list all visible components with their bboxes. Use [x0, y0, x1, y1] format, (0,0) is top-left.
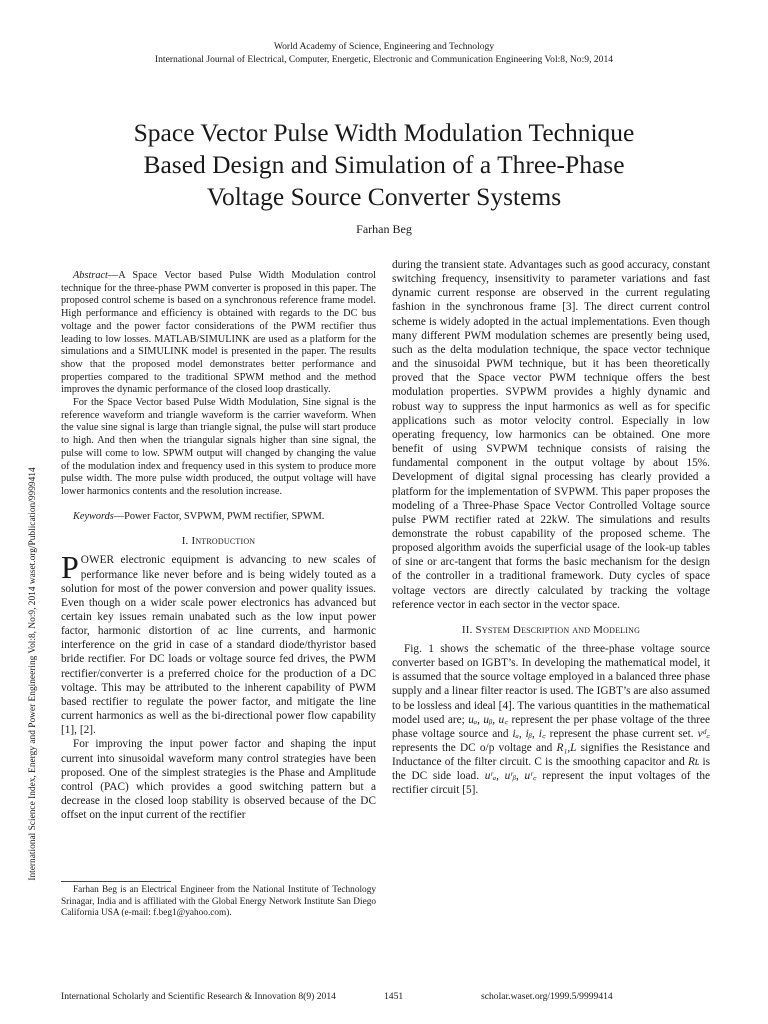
paper-title: [60, 117, 708, 213]
sd-text-4: represents the DC o/p voltage and: [392, 742, 557, 754]
title-line-2: Based Design and Simulation of a Three-Phase: [143, 150, 625, 179]
math-load-resistance: Rʟ: [687, 756, 700, 769]
abstract-label: Abstract: [73, 270, 108, 281]
journal-header: [0, 40, 768, 66]
math-filter-rl: R₁,L: [556, 742, 577, 754]
math-phase-currents: iₐ, iᵦ, i꜀: [512, 727, 546, 740]
math-source-voltages: uₐ, uᵦ, u꜀: [468, 713, 509, 726]
left-column: [61, 270, 376, 822]
abstract-text-1: A Space Vector based Pulse Width Modulation control technique for the three-phase PWM converter is proposed in this paper. The proposed control scheme is based on a synchronous reference frame model. High performance and efficiency is obtained with regards to the DC bus voltage and the power factor considerations of the PWM rectifier thus leading to low losses. MATLAB/SIMULINK are used as a platform for the simulations and a SIMULINK model is presented in the paper. The results show that the proposed model demonstrates better performance and properties compared to the traditional SPWM method and the method improves the dynamic performance of the closed loop drastically.: [61, 270, 376, 396]
side-index-text: International Science Index, Energy and Power Engineering Vol:8, No:9, 2014 waset.org/Publication/9999414: [28, 467, 38, 881]
footer-publisher: International Scholarly and Scientific Research & Innovation 8(9) 2014: [61, 991, 336, 1002]
right-body: [392, 258, 710, 612]
author-footnote: Farhan Beg is an Electrical Engineer from the National Institute of Technology Srinagar, India and is affiliated with the Global Energy Network Institute San Diego California USA (e-mail: f.beg1@yahoo.com).: [61, 885, 376, 918]
math-rectifier-voltages: uʳₐ, uʳᵦ, uʳ꜀: [484, 770, 537, 783]
math-dc-voltage: vᵈ꜀: [697, 727, 710, 740]
right-column: [392, 258, 710, 798]
header-line-1: World Academy of Science, Engineering and Technology: [273, 41, 495, 52]
introduction-body: [61, 549, 376, 822]
abstract-paragraph-2: For the Space Vector based Pulse Width Modulation, Sine signal is the reference waveform and triangle waveform is the carrier waveform. When the value sine signal is large than triangle signal, the pulse will start produce to high. And then when the triangular signals higher than sine signal, the pulse will come to low. SPWM output will changed by changing the value of the modulation index and frequency used in this system to produce more pulse width. The more pulse width produced, the output voltage will have lower harmonics contents and the resolution increase.: [61, 397, 376, 497]
drop-cap: P: [61, 549, 79, 586]
section-heading-system-description: II. System Description and Modeling: [461, 623, 641, 636]
introduction-text-1: electronic equipment is advancing to new scales of performance like never before and is being widely touted as a solution for most of the power conversion and power quality issues. Even though on a wider scale power electronics has advanced but certain key issues remain unabated such as the low input power factor, harmonic distortion of ac line currents, and harmonic interference on the grid in case of a standard diode/thyristor based bride rectifier. For DC loads or voltage source fed drives, the PWM rectifier/converter is a preferred choice for the production of a DC voltage. This may be attributed to the inherent capability of PWM based rectifier to regulate the power factor, and mitigate the line current harmonics as well as the bi-directional power flow capability [1], [2].: [61, 554, 376, 737]
header-line-2: International Journal of Electrical, Computer, Energetic, Electronic and Communication Engineering Vol:8, No:9, 2014: [154, 54, 614, 65]
keywords-text: Power Factor, SVPWM, PWM rectifier, SPWM.: [124, 510, 325, 522]
author-name: Farhan Beg: [356, 222, 412, 236]
system-description-body: [392, 642, 710, 798]
lead-word: OWER: [80, 554, 115, 567]
abstract: [61, 270, 376, 499]
sd-text-6: is the DC side load.: [392, 756, 710, 783]
right-paragraph-1: during the transient state. Advantages such as good accuracy, constant switching frequency, insensitivity to parameter variations and fast dynamic current response are observed in the current regulating fashion in the synchronous frame [3]. The direct current control scheme is widely adopted in the actual implementations. Even though many different PWM modulation schemes are presently being used, such as the delta modulation technique, the space vector technique and the sinusoidal PWM technique, but it has been theoretically proved that the Space vector PWM technique offers the best modulation properties. SVPWM provides a highly dynamic and robust way to suppress the input harmonics as well as for specific applications such as motor velocity control. Especially in low operating frequency, low harmonics can be obtained. One more benefit of using SVPWM technique consists of raising the fundamental component in the output voltage by about 15%. Development of digital signal processing has clearly provided a platform for the implementation of SVPWM. This paper proposes the modeling of a Three-Phase Space Vector Controlled Voltage source pulse PWM rectifier rated at 22kW. The simulations and results demonstrate the robust capability of the proposed scheme. The proposed algorithm avoids the superficial usage of the look-up tables of sine or arc-tangent that forms the basic mechanism for the design of the controller in a traditional framework. Duty cycles of space voltage vectors are directly calculated by tracking the voltage reference vector in each sector in the vector space.: [392, 259, 710, 611]
sd-text-3: represent the phase current set.: [545, 727, 698, 740]
footnote-divider: [61, 881, 171, 882]
sd-text-2: represent the per phase voltage of the three phase voltage source and: [392, 713, 711, 740]
system-description-paragraph: [392, 642, 710, 798]
abstract-dash: —: [107, 270, 119, 281]
sd-text-1: Fig. 1 shows the schematic of the three-phase voltage source converter based on IGBT’s. In developing the mathematical model, it is assumed that the source voltage employed in a balanced three phase supply and a linear filter reactor is used. The IGBT’s are also assumed to be lossless and ideal [4]. The various quantities in the mathematical model used are;: [392, 642, 710, 726]
introduction-paragraph-2: For improving the input power factor and shaping the input current into sinusoidal waveform many control strategies have been proposed. One of the simplest strategies is the Phase and Amplitude control (PAC) which provides a good switching pattern but a decrease in the closed loop stability is observed because of the DC offset on the input current of the rectifier: [61, 738, 376, 822]
footer-url: scholar.waset.org/1999.5/9999414: [481, 991, 613, 1002]
title-line-1: Space Vector Pulse Width Modulation Technique: [133, 118, 635, 147]
sd-text-5: signifies the Resistance and Inductance of the filter circuit. C is the smoothing capacitor and: [392, 742, 710, 769]
introduction-paragraph-1: [61, 549, 376, 737]
abstract-paragraph-1: [61, 270, 376, 397]
keywords: [61, 511, 376, 524]
keywords-dash: —: [113, 510, 125, 522]
title-line-3: Voltage Source Converter Systems: [206, 182, 562, 211]
footer-page-number: 1451: [384, 991, 404, 1002]
section-heading-introduction: I. Introduction: [181, 535, 256, 548]
sd-text-7: represent the input voltages of the rectifier circuit [5].: [392, 770, 710, 797]
keywords-label: Keywords: [73, 510, 114, 522]
